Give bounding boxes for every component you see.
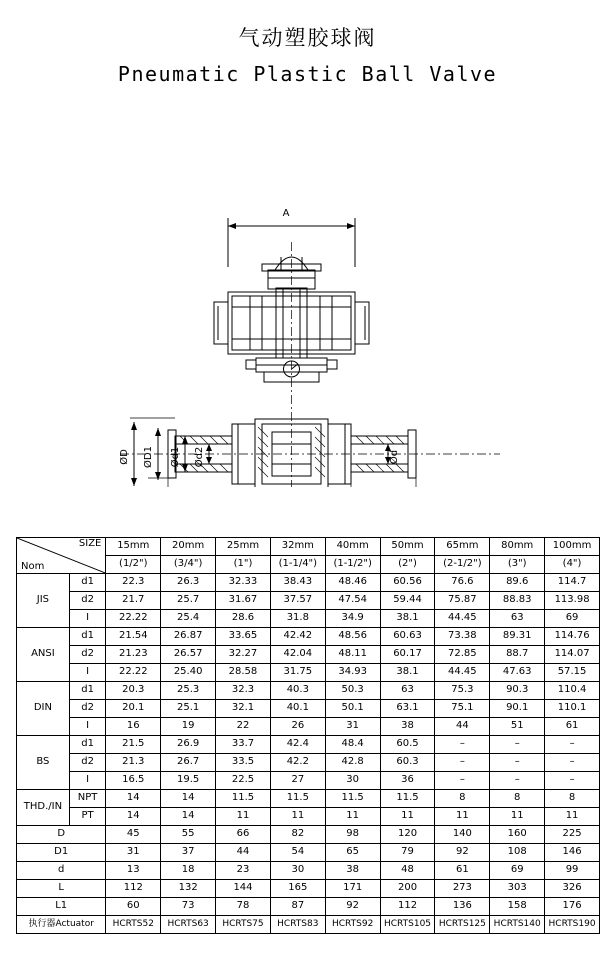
table-cell: 112	[106, 880, 161, 898]
table-cell: 34.93	[325, 664, 380, 682]
table-cell: 225	[545, 826, 600, 844]
table-cell: 114.7	[545, 574, 600, 592]
table-cell: 99	[545, 862, 600, 880]
table-cell: 38.43	[270, 574, 325, 592]
table-row-label: d1	[69, 736, 106, 754]
table-row	[17, 646, 600, 664]
table-cell: 11	[435, 808, 490, 826]
table-cell: 28.6	[216, 610, 271, 628]
table-cell: 25.4	[161, 610, 216, 628]
table-cell: 40.3	[270, 682, 325, 700]
table-cell: 171	[325, 880, 380, 898]
table-cell-actuator-model: HCRTS63	[161, 916, 216, 934]
table-cell: –	[435, 754, 490, 772]
table-row-label: d2	[69, 754, 106, 772]
table-cell: 48.11	[325, 646, 380, 664]
table-row	[17, 718, 600, 736]
table-cell: 38	[380, 718, 435, 736]
table-row-label: d2	[69, 592, 106, 610]
table-cell: 42.2	[270, 754, 325, 772]
table-cell: 23	[216, 862, 271, 880]
dim-label-d1: Ød1	[170, 446, 181, 468]
dim-label-d2: Ød2	[194, 446, 205, 468]
table-cell: 73	[161, 898, 216, 916]
table-cell: 8	[490, 790, 545, 808]
table-header-size-mm: 40mm	[325, 538, 380, 556]
table-cell: 158	[490, 898, 545, 916]
table-header-size-inch: (3")	[490, 556, 545, 574]
table-cell: 61	[545, 718, 600, 736]
table-cell: 60.56	[380, 574, 435, 592]
table-row	[17, 682, 600, 700]
table-cell: 47.63	[490, 664, 545, 682]
table-cell: 31	[325, 718, 380, 736]
table-cell: 25.7	[161, 592, 216, 610]
table-cell: 98	[325, 826, 380, 844]
table-cell: 38	[325, 862, 380, 880]
table-cell: 11	[490, 808, 545, 826]
table-row	[17, 736, 600, 754]
table-cell-actuator-model: HCRTS92	[325, 916, 380, 934]
table-cell: 60.63	[380, 628, 435, 646]
table-header-size-mm: 50mm	[380, 538, 435, 556]
table-cell: 60.17	[380, 646, 435, 664]
table-cell: –	[435, 772, 490, 790]
table-cell: 50.3	[325, 682, 380, 700]
table-cell: 110.1	[545, 700, 600, 718]
table-cell: 22.22	[106, 610, 161, 628]
table-header-size-inch: (1/2")	[106, 556, 161, 574]
table-row-label-actuator: 执行器Actuator	[17, 916, 106, 934]
table-cell: 113.98	[545, 592, 600, 610]
table-header-size-inch: (3/4")	[161, 556, 216, 574]
table-row-label: d	[17, 862, 106, 880]
table-cell: 22.3	[106, 574, 161, 592]
table-cell: 42.42	[270, 628, 325, 646]
table-cell: 54	[270, 844, 325, 862]
table-header-size-mm: 20mm	[161, 538, 216, 556]
table-cell: 32.27	[216, 646, 271, 664]
table-cell: 32.1	[216, 700, 271, 718]
table-row-label: L1	[17, 898, 106, 916]
table-cell: 26.57	[161, 646, 216, 664]
table-cell: 21.23	[106, 646, 161, 664]
table-row-label: d1	[69, 574, 106, 592]
table-cell: 326	[545, 880, 600, 898]
page-title-english: Pneumatic Plastic Ball Valve	[117, 62, 498, 86]
table-row-label: d2	[69, 700, 106, 718]
table-cell: 14	[161, 790, 216, 808]
table-cell: 22.5	[216, 772, 271, 790]
table-cell: 75.3	[435, 682, 490, 700]
table-cell: 8	[435, 790, 490, 808]
table-cell-actuator-model: HCRTS125	[435, 916, 490, 934]
table-row	[17, 610, 600, 628]
table-cell: 16	[106, 718, 161, 736]
table-cell: 26	[270, 718, 325, 736]
table-row-label: D	[17, 826, 106, 844]
table-row-label: I	[69, 718, 106, 736]
table-cell: 61	[435, 862, 490, 880]
table-cell: 38.1	[380, 664, 435, 682]
table-cell: 73.38	[435, 628, 490, 646]
table-cell: 30	[270, 862, 325, 880]
table-cell: 44	[435, 718, 490, 736]
table-cell-actuator-model: HCRTS75	[216, 916, 271, 934]
table-cell: 60	[106, 898, 161, 916]
table-cell: 42.04	[270, 646, 325, 664]
table-cell: 33.5	[216, 754, 271, 772]
table-cell: 31	[106, 844, 161, 862]
table-cell-actuator-model: HCRTS83	[270, 916, 325, 934]
table-cell: 25.1	[161, 700, 216, 718]
table-cell: 16.5	[106, 772, 161, 790]
table-header-size-mm: 65mm	[435, 538, 490, 556]
table-header-size-mm: 15mm	[106, 538, 161, 556]
table-cell: 21.7	[106, 592, 161, 610]
specification-table	[16, 537, 600, 934]
table-row	[17, 880, 600, 898]
table-cell: 11	[380, 808, 435, 826]
table-cell-actuator-model: HCRTS140	[490, 916, 545, 934]
table-cell: 63	[490, 610, 545, 628]
table-row	[17, 844, 600, 862]
table-row	[17, 808, 600, 826]
table-cell: 18	[161, 862, 216, 880]
table-cell: 33.7	[216, 736, 271, 754]
table-row-label: d2	[69, 646, 106, 664]
table-cell: 31.8	[270, 610, 325, 628]
table-cell: 19.5	[161, 772, 216, 790]
table-cell: 26.7	[161, 754, 216, 772]
table-row-label: NPT	[69, 790, 106, 808]
table-cell: 47.54	[325, 592, 380, 610]
table-cell: 144	[216, 880, 271, 898]
table-cell: 14	[106, 808, 161, 826]
table-cell: 114.07	[545, 646, 600, 664]
table-cell: 165	[270, 880, 325, 898]
table-cell: 11	[545, 808, 600, 826]
table-row	[17, 700, 600, 718]
table-cell: 11.5	[270, 790, 325, 808]
table-standard-label: THD./IN	[17, 790, 70, 826]
table-row	[17, 628, 600, 646]
dim-label-I	[338, 486, 341, 487]
table-cell: 11	[270, 808, 325, 826]
table-cell: 11	[216, 808, 271, 826]
table-cell: 90.1	[490, 700, 545, 718]
table-standard-label: BS	[17, 736, 70, 790]
table-corner-cell	[17, 538, 106, 574]
table-cell: 90.3	[490, 682, 545, 700]
table-cell: 66	[216, 826, 271, 844]
table-cell: 32.3	[216, 682, 271, 700]
table-cell: 31.67	[216, 592, 271, 610]
table-cell: 48.46	[325, 574, 380, 592]
table-header-size-inch: (1-1/4")	[270, 556, 325, 574]
valve-technical-drawing	[0, 92, 615, 487]
table-header-size-inch: (1-1/2")	[325, 556, 380, 574]
table-cell: 60.5	[380, 736, 435, 754]
table-cell: 8	[545, 790, 600, 808]
table-cell: 50.1	[325, 700, 380, 718]
table-row	[17, 592, 600, 610]
table-cell: 25.40	[161, 664, 216, 682]
table-cell: 60.3	[380, 754, 435, 772]
table-header-size-mm: 32mm	[270, 538, 325, 556]
table-cell: –	[490, 754, 545, 772]
table-cell: 37.57	[270, 592, 325, 610]
table-cell: 40.1	[270, 700, 325, 718]
table-cell: 21.54	[106, 628, 161, 646]
table-standard-label: JIS	[17, 574, 70, 628]
table-row	[17, 574, 600, 592]
table-cell: 28.58	[216, 664, 271, 682]
table-header-size-mm: 100mm	[545, 538, 600, 556]
table-cell: 57.15	[545, 664, 600, 682]
table-cell: –	[545, 736, 600, 754]
table-header-size-mm: 25mm	[216, 538, 271, 556]
table-cell: –	[545, 772, 600, 790]
table-cell: 132	[161, 880, 216, 898]
corner-nom-label: Nom	[21, 560, 45, 572]
table-cell: 48.4	[325, 736, 380, 754]
dim-label-D1: ØD1	[143, 446, 154, 468]
table-cell: 42.8	[325, 754, 380, 772]
table-cell: 42.4	[270, 736, 325, 754]
table-cell: 108	[490, 844, 545, 862]
table-row	[17, 898, 600, 916]
table-cell: 88.7	[490, 646, 545, 664]
table-cell: 176	[545, 898, 600, 916]
table-row-label: I	[69, 664, 106, 682]
table-cell: 120	[380, 826, 435, 844]
table-cell: 22	[216, 718, 271, 736]
table-cell: 27	[270, 772, 325, 790]
table-cell: 26.3	[161, 574, 216, 592]
table-cell: 21.3	[106, 754, 161, 772]
table-header-size-inch: (2")	[380, 556, 435, 574]
table-row	[17, 754, 600, 772]
table-cell: 20.3	[106, 682, 161, 700]
table-row	[17, 826, 600, 844]
table-cell: 88.83	[490, 592, 545, 610]
table-cell: 44.45	[435, 664, 490, 682]
table-cell: 45	[106, 826, 161, 844]
table-cell: 69	[490, 862, 545, 880]
table-cell: 69	[545, 610, 600, 628]
table-cell: 32.33	[216, 574, 271, 592]
table-cell: 13	[106, 862, 161, 880]
table-cell: 25.3	[161, 682, 216, 700]
table-standard-label: ANSI	[17, 628, 70, 682]
table-cell: 37	[161, 844, 216, 862]
table-row-label: D1	[17, 844, 106, 862]
table-cell: 11.5	[325, 790, 380, 808]
table-row-label: d1	[69, 682, 106, 700]
table-cell: 273	[435, 880, 490, 898]
table-cell: 89.6	[490, 574, 545, 592]
table-cell: 48.56	[325, 628, 380, 646]
table-cell: 14	[106, 790, 161, 808]
dim-label-d: Ød	[389, 449, 400, 465]
table-cell: 79	[380, 844, 435, 862]
table-row	[17, 772, 600, 790]
table-cell: 65	[325, 844, 380, 862]
table-cell: –	[490, 736, 545, 754]
table-cell: 82	[270, 826, 325, 844]
table-cell: 11.5	[380, 790, 435, 808]
table-cell-actuator-model: HCRTS190	[545, 916, 600, 934]
table-cell: 44.45	[435, 610, 490, 628]
table-cell: 303	[490, 880, 545, 898]
table-cell: 51	[490, 718, 545, 736]
table-cell: 55	[161, 826, 216, 844]
table-cell: 75.87	[435, 592, 490, 610]
table-cell: 76.6	[435, 574, 490, 592]
table-header-size-inch: (2-1/2")	[435, 556, 490, 574]
table-row-label: PT	[69, 808, 106, 826]
table-row	[17, 862, 600, 880]
table-cell: 112	[380, 898, 435, 916]
corner-size-label: SIZE	[78, 538, 102, 549]
table-row-label: I	[69, 610, 106, 628]
table-cell: 36	[380, 772, 435, 790]
table-header-size-inch: (4")	[545, 556, 600, 574]
table-cell: 110.4	[545, 682, 600, 700]
table-cell: 63.1	[380, 700, 435, 718]
table-cell-actuator-model: HCRTS105	[380, 916, 435, 934]
table-cell: 78	[216, 898, 271, 916]
table-row-label: L	[17, 880, 106, 898]
page-title-chinese: 气动塑胶球阀	[238, 26, 377, 50]
table-cell: 22.22	[106, 664, 161, 682]
table-cell: 92	[325, 898, 380, 916]
table-header-size-inch: (1")	[216, 556, 271, 574]
table-header-row-mm	[17, 538, 600, 556]
table-cell: 59.44	[380, 592, 435, 610]
table-cell: 20.1	[106, 700, 161, 718]
table-cell: –	[435, 736, 490, 754]
table-row	[17, 790, 600, 808]
table-cell: 31.75	[270, 664, 325, 682]
table-header-size-mm: 80mm	[490, 538, 545, 556]
table-row	[17, 664, 600, 682]
table-cell: 114.76	[545, 628, 600, 646]
table-cell: 38.1	[380, 610, 435, 628]
table-standard-label: DIN	[17, 682, 70, 736]
table-row-label: I	[69, 772, 106, 790]
table-cell: 19	[161, 718, 216, 736]
table-cell: 44	[216, 844, 271, 862]
table-cell: –	[545, 754, 600, 772]
table-cell: 136	[435, 898, 490, 916]
table-cell: 63	[380, 682, 435, 700]
datasheet-page	[0, 22, 615, 963]
table-cell: 30	[325, 772, 380, 790]
table-cell: 200	[380, 880, 435, 898]
table-cell: 34.9	[325, 610, 380, 628]
table-cell: 11	[325, 808, 380, 826]
table-cell: 89.31	[490, 628, 545, 646]
table-row-label: d1	[69, 628, 106, 646]
table-cell: 14	[161, 808, 216, 826]
table-cell: 146	[545, 844, 600, 862]
table-cell: 92	[435, 844, 490, 862]
table-cell: 33.65	[216, 628, 271, 646]
table-row-actuator	[17, 916, 600, 934]
table-cell: 87	[270, 898, 325, 916]
table-cell: 26.87	[161, 628, 216, 646]
table-cell: 26.9	[161, 736, 216, 754]
table-cell: 160	[490, 826, 545, 844]
table-cell: 48	[380, 862, 435, 880]
table-cell-actuator-model: HCRTS52	[106, 916, 161, 934]
dim-label-D: ØD	[119, 449, 130, 465]
table-cell: 75.1	[435, 700, 490, 718]
table-cell: 140	[435, 826, 490, 844]
table-cell: –	[490, 772, 545, 790]
table-cell: 21.5	[106, 736, 161, 754]
table-cell: 11.5	[216, 790, 271, 808]
dim-label-A: A	[282, 208, 290, 219]
specification-table-wrapper	[16, 537, 600, 934]
table-cell: 72.85	[435, 646, 490, 664]
